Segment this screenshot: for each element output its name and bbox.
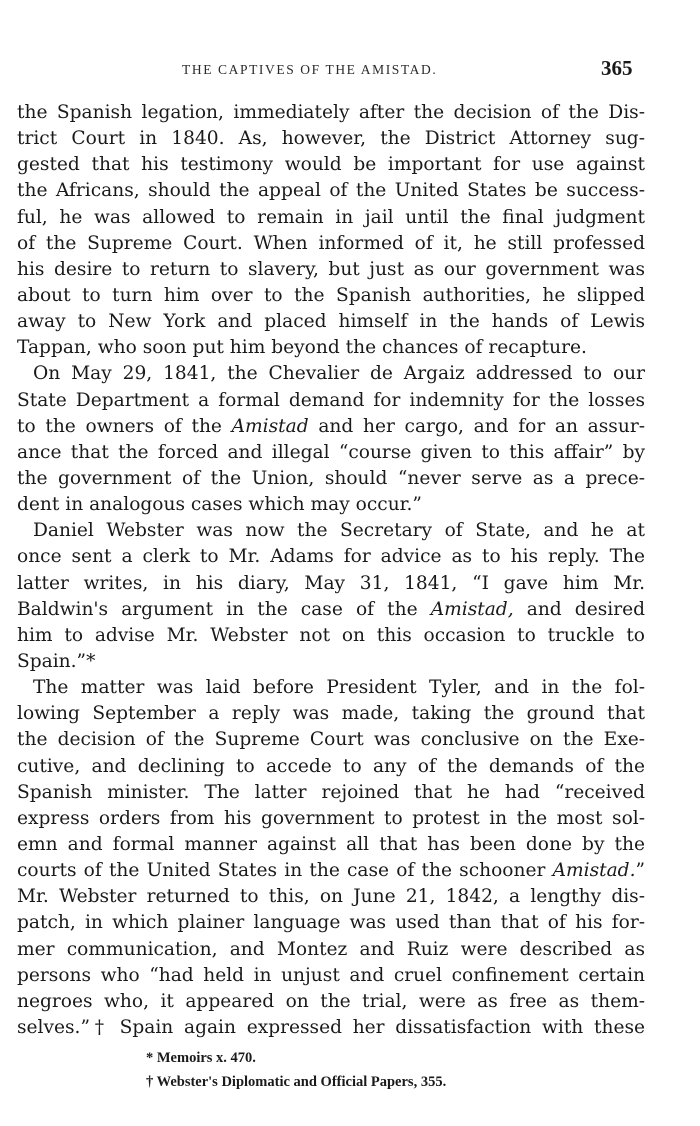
text-line: dent in analogous cases which may occur.”	[17, 494, 422, 516]
page-header	[0, 56, 700, 86]
text-line: The matter was laid before President Tyler, and in the fol-	[33, 677, 645, 699]
italic-ship-name: Amistad.	[552, 860, 636, 882]
text-line: State Department a formal demand for indemnity for the losses	[17, 389, 645, 411]
text-line: On May 29, 1841, the Chevalier de Argaiz addressed to our	[33, 363, 645, 385]
text-line: negroes who, it appeared on the trial, were as free as them-	[17, 990, 645, 1012]
text-line: him to advise Mr. Webster not on this occasion to truckle to	[17, 624, 645, 646]
text-line: cutive, and declining to accede to any of the demands of the	[17, 755, 645, 777]
text-line: gested that his testimony would be important for use against	[17, 154, 645, 176]
text-line: Daniel Webster was now the Secretary of State, and he at	[33, 520, 645, 542]
text-line: once sent a clerk to Mr. Adams for advice as to his reply. The	[17, 546, 645, 568]
text-line: Mr. Webster returned to this, on June 21, 1842, a lengthy dis-	[17, 886, 645, 908]
text-line: Spain.”*	[17, 650, 96, 672]
text-line: trict Court in 1840. As, however, the District Attorney sug-	[17, 128, 645, 150]
text-line: his desire to return to slavery, but just as our government was	[17, 258, 645, 280]
footnote: * Memoirs x. 470.	[146, 1050, 256, 1066]
text-line: emn and formal manner against all that has been done by the	[17, 833, 645, 855]
footnotes	[146, 1046, 446, 1094]
italic-ship-name: Amistad	[231, 415, 309, 437]
text-line: ance that the forced and illegal “course given to this affair” by	[17, 441, 645, 463]
text-line: ful, he was allowed to remain in jail until the final judgment	[17, 206, 645, 228]
text-line: away to New York and placed himself in the hands of Lewis	[17, 311, 645, 333]
footnote: † Webster's Diplomatic and Official Papers, 355.	[146, 1074, 447, 1090]
text-line: of the Supreme Court. When informed of it, he still professed	[17, 232, 645, 254]
text-line: courts of the United States in the case of the schooner Amistad.”	[17, 860, 645, 882]
text-line: patch, in which plainer language was used than that of his for-	[17, 912, 645, 934]
text-line: the decision of the Supreme Court was conclusive on the Exe-	[17, 729, 645, 751]
body-text	[17, 100, 645, 1041]
text-line: latter writes, in his diary, May 31, 1841, “I gave him Mr.	[17, 572, 645, 594]
text-line: the Spanish legation, immediately after the decision of the Dis-	[17, 102, 645, 123]
italic-ship-name: Amistad,	[430, 598, 514, 620]
text-line: Baldwin's argument in the case of the Amistad, and desired	[17, 598, 645, 620]
text-line: lowing September a reply was made, taking the ground that	[17, 703, 645, 725]
text-line: to the owners of the Amistad and her cargo, and for an assur-	[17, 415, 645, 437]
text-line: persons who “had held in unjust and cruel confinement certain	[17, 964, 645, 986]
running-head: THE CAPTIVES OF THE AMISTAD.	[182, 62, 438, 77]
text-line: mer communication, and Montez and Ruiz were described as	[17, 938, 645, 960]
text-line: selves.”† Spain again expressed her dissatisfaction with these	[17, 1016, 645, 1038]
text-line: the Africans, should the appeal of the United States be success-	[17, 180, 645, 202]
text-line: express orders from his government to protest in the most sol-	[17, 807, 645, 829]
text-line: Spanish minister. The latter rejoined that he had “received	[17, 781, 645, 803]
text-line: about to turn him over to the Spanish authorities, he slipped	[17, 284, 645, 306]
text-line: the government of the Union, should “never serve as a prece-	[17, 467, 645, 489]
text-line: Tappan, who soon put him beyond the chances of recapture.	[17, 337, 587, 359]
page-number: 365	[601, 56, 633, 80]
